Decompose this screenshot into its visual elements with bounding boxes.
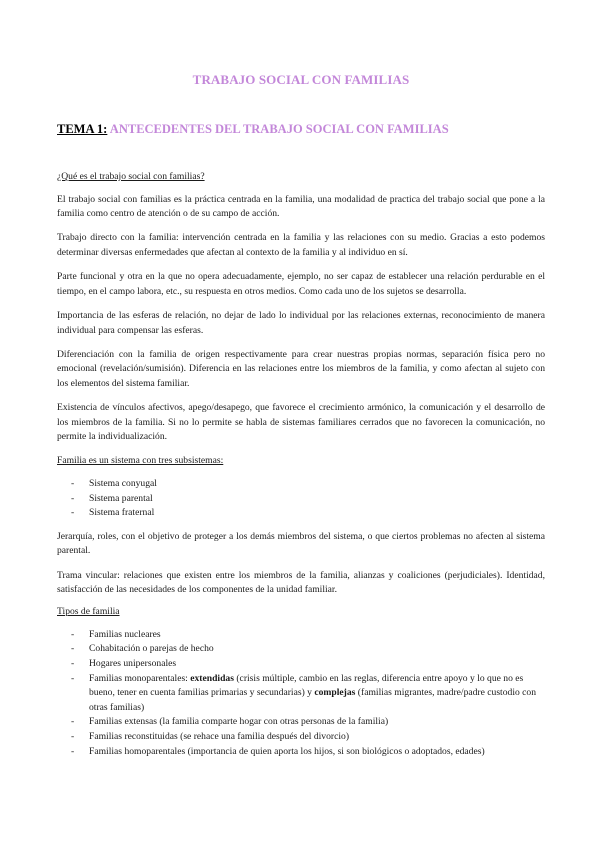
bold-term: complejas — [314, 687, 356, 699]
paragraph: Trama vincular: relaciones que existen entre los miembros de la familia, alianzas y coaliciones (perjudiciales). Identidad, satisfacción de las necesidades de los componentes de la unidad familiar. — [57, 569, 545, 596]
question-heading: ¿Qué es el trabajo social con familias? — [57, 171, 205, 182]
paragraph: Trabajo directo con la familia: intervención centrada en la familia y las relaciones con su medio. Gracias a esto podemos determinar diversas enfermedades que afectan al contexto de la familia y al individuo en sí. — [57, 232, 545, 258]
list-item: - Familias nucleares — [57, 628, 545, 643]
section-heading — [57, 122, 545, 137]
tema-title: ANTECEDENTES DEL TRABAJO SOCIAL CON FAMILIAS — [109, 122, 449, 136]
family-types-heading: Tipos de familia — [57, 606, 120, 618]
list-item: - Familias extensas (la familia comparte hogar con otras personas de la familia) — [57, 715, 545, 730]
list-item — [57, 672, 545, 716]
paragraph: Diferenciación con la familia de origen respectivamente para crear nuestras propias normas, separación física pero no emocional (revelación/sumisión). Diferencia en las relaciones entre los miembros de la familia, y como afectan al sujeto con los elementos del sistema familiar. — [57, 348, 545, 389]
subsystems-heading: Familia es un sistema con tres subsistemas: — [57, 455, 224, 467]
list-item: - Sistema fraternal — [57, 506, 545, 521]
paragraph: Importancia de las esferas de relación, no dejar de lado lo individual por las relaciones externas, reconocimiento de manera individual para compensar las esferas. — [57, 309, 545, 336]
paragraph: Parte funcional y otra en la que no opera adecuadamente, ejemplo, no ser capaz de establecer una relación perdurable en el tiempo, en el campo labora, etc., su respuesta en otros medios. Como cada uno de los sujetos se desarrolla. — [57, 271, 545, 297]
list-item: - Sistema parental — [57, 492, 545, 507]
paragraph: El trabajo social con familias es la práctica centrada en la familia, una modalidad de practica del trabajo social que pone a la familia como centro de atención o de su campo de acción. — [57, 193, 545, 220]
list-item: - Sistema conyugal — [57, 477, 545, 492]
document-title: TRABAJO SOCIAL CON FAMILIAS — [192, 72, 410, 87]
text-run: Familias monoparentales: — [89, 672, 191, 684]
paragraph: Jerarquía, roles, con el objetivo de proteger a los demás miembros del sistema, o que ciertos problemas no afecten al sistema parental. — [57, 530, 545, 557]
text-run: (crisis múltiple, cambio en las reglas, diferencia entre apoyo y lo que no es bueno, tener en cuenta familias primarias y secundarias) y — [89, 672, 524, 699]
list-item: - Familias homoparentales (importancia de quien aporta los hijos, si son biológicos o adoptados, edades) — [57, 745, 545, 760]
subsystems-list — [57, 477, 545, 521]
paragraph: Existencia de vínculos afectivos, apego/desapego, que favorece el crecimiento armónico, la comunicación y el desarrollo de los miembros de la familia. Si no lo permite se habla de sistemas familiares cerrados que no favorecen la comunicación, no permite la individualización. — [57, 402, 545, 443]
bold-term: extendidas — [190, 672, 234, 684]
text-run: (familias migrantes, madre/padre custodio con otras familias) — [89, 687, 537, 713]
tema-number: TEMA 1: — [57, 122, 108, 136]
family-types-list — [57, 628, 545, 759]
list-item: - Cohabitación o parejas de hecho — [57, 642, 545, 657]
list-item: - Hogares unipersonales — [57, 657, 545, 672]
list-item: - Familias reconstituidas (se rehace una familia después del divorcio) — [57, 730, 545, 745]
document-body — [57, 170, 545, 768]
